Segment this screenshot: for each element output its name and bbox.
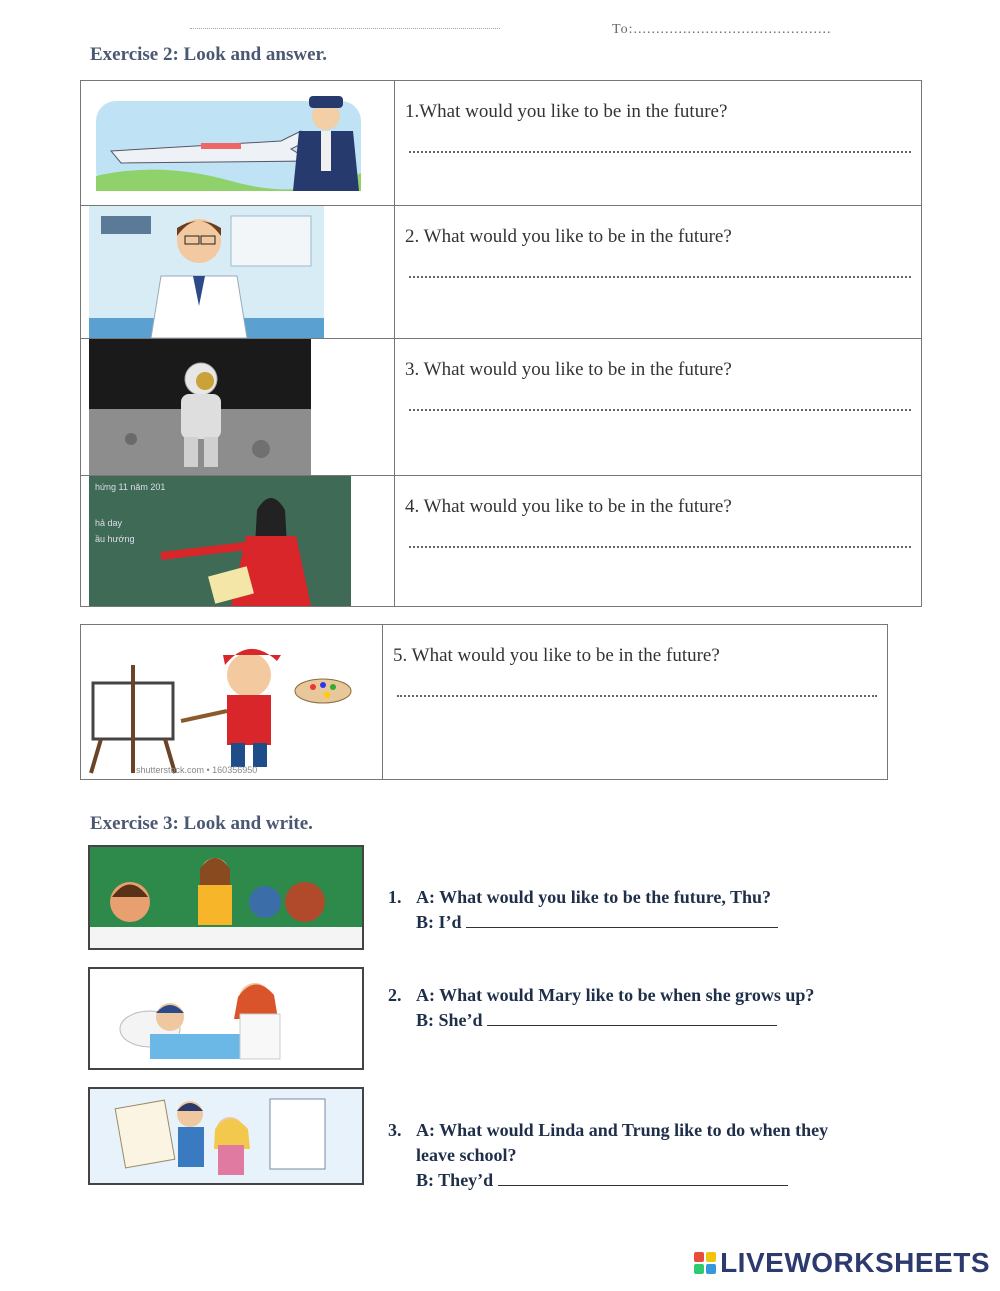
ex3-line-b-3: B: They’d <box>416 1170 494 1190</box>
ex3-question-2 <box>388 983 814 1033</box>
svg-text:ầu hướng: ầu hướng <box>95 534 135 544</box>
logo-mark-icon <box>694 1252 716 1274</box>
question-4: 4. What would you like to be in the future? <box>405 496 732 517</box>
ex3-line-b-2: B: She’d <box>416 1010 483 1030</box>
answer-blank-2[interactable] <box>487 1011 777 1026</box>
ex3-number-1: 1. <box>388 887 402 907</box>
question-2: 2. What would you like to be in the future? <box>405 226 732 247</box>
table-row <box>81 476 922 607</box>
question-3: 3. What would you like to be in the future? <box>405 359 732 380</box>
ex3-number-2: 2. <box>388 985 402 1005</box>
watermark-text: shutterstock.com • 160356950 <box>136 765 258 775</box>
ex3-line-b-1: B: I’d <box>416 912 462 932</box>
liveworksheets-logo <box>694 1247 990 1279</box>
ex3-image-3 <box>88 1087 364 1185</box>
painter-image <box>81 625 382 779</box>
exercise2-table-row5 <box>80 624 888 780</box>
table-row <box>81 625 888 780</box>
ex3-question-1 <box>388 885 778 935</box>
answer-field-1[interactable] <box>409 151 911 153</box>
exercise2-table <box>80 80 922 607</box>
ex3-line-a-2: A: What would Mary like to be when she grows up? <box>416 985 815 1005</box>
answer-blank-3[interactable] <box>498 1171 788 1186</box>
doctor-image <box>81 206 394 338</box>
ex3-number-3: 3. <box>388 1120 402 1140</box>
answer-field-2[interactable] <box>409 276 911 278</box>
svg-text:hứng 11 năm 201: hứng 11 năm 201 <box>95 482 166 492</box>
answer-blank-1[interactable] <box>466 913 778 928</box>
answer-field-5[interactable] <box>397 695 877 697</box>
astronaut-image <box>81 339 394 475</box>
question-5: 5. What would you like to be in the future? <box>393 645 720 666</box>
answer-field-3[interactable] <box>409 409 911 411</box>
ex3-line-a-3: A: What would Linda and Trung like to do when they <box>416 1120 829 1140</box>
exercise3-title: Exercise 3: Look and write. <box>90 813 313 834</box>
svg-text:hả day: hả day <box>95 518 123 528</box>
ex3-image-1 <box>88 845 364 950</box>
exercise2-title: Exercise 2: Look and answer. <box>90 44 327 65</box>
ex3-image-2 <box>88 967 364 1070</box>
ex3-line-a2-3: leave school? <box>416 1145 517 1165</box>
teacher-image <box>81 476 394 606</box>
brand-name: LIVEWORKSHEETS <box>720 1247 990 1278</box>
ex3-line-a-1: A: What would you like to be the future, Thu? <box>416 887 772 907</box>
question-1: 1.What would you like to be in the future? <box>405 101 728 122</box>
header-to-field: To:............................................ <box>612 22 832 37</box>
answer-field-4[interactable] <box>409 546 911 548</box>
ex3-question-3 <box>388 1118 828 1193</box>
table-row <box>81 339 922 476</box>
pilot-image <box>81 81 394 205</box>
table-row <box>81 81 922 206</box>
header-dotted-line-left <box>190 28 500 29</box>
table-row <box>81 206 922 339</box>
